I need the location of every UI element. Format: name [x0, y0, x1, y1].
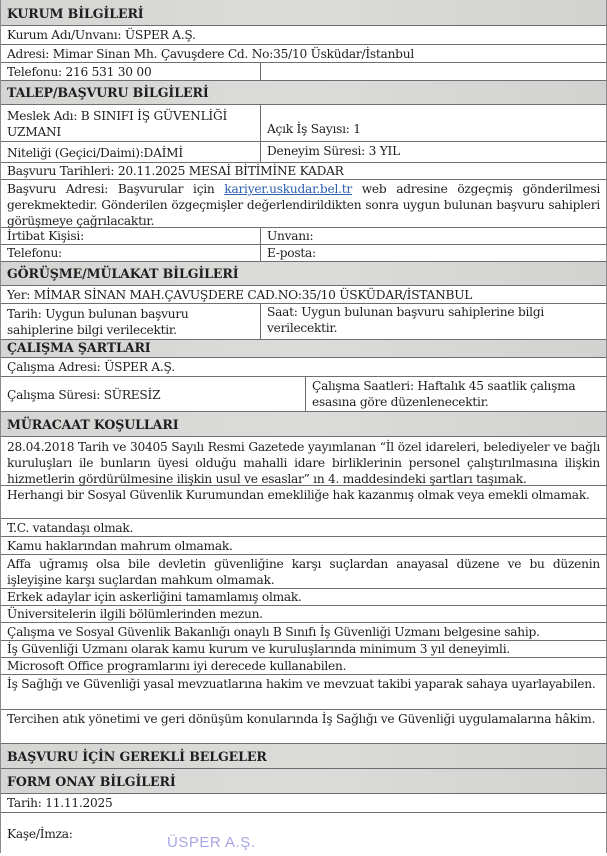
deneyim-suresi: Deneyim Süresi: 3 YIL [267, 144, 400, 158]
kariyer-link[interactable]: kariyer.uskudar.bel.tr [224, 182, 352, 196]
irtibat-row [1, 228, 606, 245]
kurum-phone-row [1, 63, 606, 81]
kase-imza-row [1, 813, 606, 853]
irtibat-contact-row [1, 245, 606, 262]
kurum-address: Adresi: Mimar Sinan Mh. Çavuşdere Cd. No:35/10 Üsküdar/İstanbul [7, 47, 414, 61]
muracaat-item-text: Üniversitelerin ilgili bölümlerinden mezun. [7, 607, 263, 621]
muracaat-item-text: Microsoft Office programlarını iyi derecede kullanabilen. [7, 659, 347, 673]
muracaat-item-text: Herhangi bir Sosyal Güvenlik Kurumundan emekliliğe hak kazanmış olmak veya emekli olmamak. [7, 488, 590, 502]
muracaat-item [1, 623, 606, 641]
irtibat-unvani: Unvanı: [267, 229, 314, 243]
company-stamp: ÜSPER A.Ş. [167, 834, 256, 851]
kurum-phone: Telefonu: 216 531 30 00 [1, 63, 261, 80]
muracaat-item-text: Çalışma ve Sosyal Güvenlik Bakanlığı onaylı B Sınıfı İş Güvenliği Uzmanı belgesine sahip. [7, 625, 540, 639]
muracaat-item [1, 675, 606, 710]
meslek-adi: Meslek Adı: B SINIFI İŞ GÜVENLİĞİ UZMANI [1, 105, 261, 141]
kurum-phone-right [261, 63, 606, 80]
meslek-row [1, 105, 606, 142]
section-title: GÖRÜŞME/MÜLAKAT BİLGİLERİ [7, 266, 239, 281]
section-title: ÇALIŞMA ŞARTLARI [7, 340, 151, 355]
muracaat-item [1, 519, 606, 537]
irtibat-telefonu: Telefonu: [1, 245, 261, 261]
muracaat-item-text: Erkek adaylar için askerliğini tamamlamış olmak. [7, 590, 302, 604]
kurum-name: Kurum Adı/Unvanı: ÜSPER A.Ş. [7, 28, 196, 42]
calisma-suresi: Çalışma Süresi: SÜRESİZ [1, 377, 306, 411]
muracaat-item-text: Affa uğramış olsa bile devletin güvenliğine karşı suçlardan anayasal düzene ve bu düzenin işleyişine karşı suçlardan mahkum olmamak. [7, 557, 600, 587]
section-header-onay [1, 769, 606, 794]
acik-is-sayisi: Açık İş Sayısı: 1 [267, 122, 361, 136]
kurum-name-row [1, 26, 606, 45]
muracaat-item [1, 486, 606, 519]
muracaat-item [1, 437, 606, 486]
irtibat-kisisi: İrtibat Kişisi: [1, 228, 261, 244]
muracaat-item [1, 710, 606, 744]
section-header-muracaat [1, 412, 606, 437]
gorusme-yer-row [1, 286, 606, 304]
muracaat-item [1, 537, 606, 555]
muracaat-item [1, 555, 606, 589]
section-title: BAŞVURU İÇİN GEREKLİ BELGELER [7, 748, 267, 764]
calisma-saatleri: Çalışma Saatleri: Haftalık 45 saatlik çalışma esasına göre düzenlenecektir. [312, 379, 576, 409]
basvuru-adresi-row [1, 180, 606, 228]
onay-tarih-row [1, 794, 606, 813]
basvuru-adresi-suffix: web adresine özgeçmiş gönderilmesi gerekmektedir. Gönderilen özgeçmişler değerlendirildikten sonra uygun bulunan başvuru sahipleri görüşmeye çağrılacaktır. [7, 182, 600, 228]
nitelik-row [1, 142, 606, 163]
section-header-calisma [1, 340, 606, 358]
muracaat-item-text: Kamu haklarından mahrum olmamak. [7, 539, 233, 553]
muracaat-item-text: Tercihen atık yönetimi ve geri dönüşüm konularında İş Sağlığı ve Güvenliği uygulamalarına hâkim. [7, 712, 596, 726]
basvuru-tarihleri-row [1, 163, 606, 180]
basvuru-adresi [1, 180, 606, 227]
gorusme-tarih-saat-row [1, 304, 606, 340]
calisma-adresi-row [1, 358, 606, 377]
irtibat-eposta: E-posta: [267, 246, 316, 260]
muracaat-item-text: İş Güvenliği Uzmanı olarak kamu kurum ve kuruluşlarında minimum 3 yıl deneyimli. [7, 642, 510, 656]
basvuru-adresi-prefix: Başvuru Adresi: Başvurular için [7, 182, 225, 196]
section-title: TALEP/BAŞVURU BİLGİLERİ [7, 85, 209, 100]
calisma-suresi-row [1, 377, 606, 412]
muracaat-item [1, 641, 606, 658]
muracaat-item [1, 606, 606, 623]
basvuru-tarihleri: Başvuru Tarihleri: 20.11.2025 MESAİ BİTİMİNE KADAR [7, 164, 344, 178]
muracaat-item [1, 658, 606, 675]
gorusme-yer: Yer: MİMAR SİNAN MAH.ÇAVUŞDERE CAD.NO:35/10 ÜSKÜDAR/İSTANBUL [7, 288, 473, 302]
section-title: KURUM BİLGİLERİ [7, 6, 144, 21]
niteligi: Niteliği (Geçici/Daimi):DAİMİ [1, 142, 261, 162]
muracaat-item-text: T.C. vatandaşı olmak. [7, 521, 134, 535]
section-header-belgeler [1, 744, 606, 769]
gorusme-tarih: Tarih: Uygun bulunan başvuru sahiplerine bilgi verilecektir. [1, 304, 261, 339]
kurum-address-row [1, 45, 606, 63]
section-title: FORM ONAY BİLGİLERİ [7, 773, 176, 789]
muracaat-item-text: 28.04.2018 Tarih ve 30405 Sayılı Resmi Gazetede yayımlanan “İl özel idareleri, belediyeler ve bağlı kuruluşları ile bunların üyesi olduğu mahalli idare birliklerinin personel çalıştırılmasına ilişkin hizmetlerin gördürülmesine ilişkin usul ve esaslar” ın 4. maddesindeki şartları taşımak. [7, 440, 600, 486]
section-header-talep [1, 81, 606, 105]
onay-tarih: Tarih: 11.11.2025 [7, 796, 113, 810]
gorusme-saat: Saat: Uygun bulunan başvuru sahiplerine bilgi verilecektir. [267, 305, 545, 335]
section-title: MÜRACAAT KOŞULLARI [7, 417, 179, 432]
section-header-kurum [1, 0, 606, 26]
calisma-adresi: Çalışma Adresi: ÜSPER A.Ş. [7, 360, 175, 374]
muracaat-item-text: İş Sağlığı ve Güvenliği yasal mevzuatlarına hakim ve mevzuat takibi yaparak sahaya uyarlayabilen. [7, 677, 596, 691]
muracaat-item [1, 589, 606, 606]
section-header-gorusme [1, 262, 606, 286]
kase-imza-label: Kaşe/İmza: [7, 826, 73, 841]
